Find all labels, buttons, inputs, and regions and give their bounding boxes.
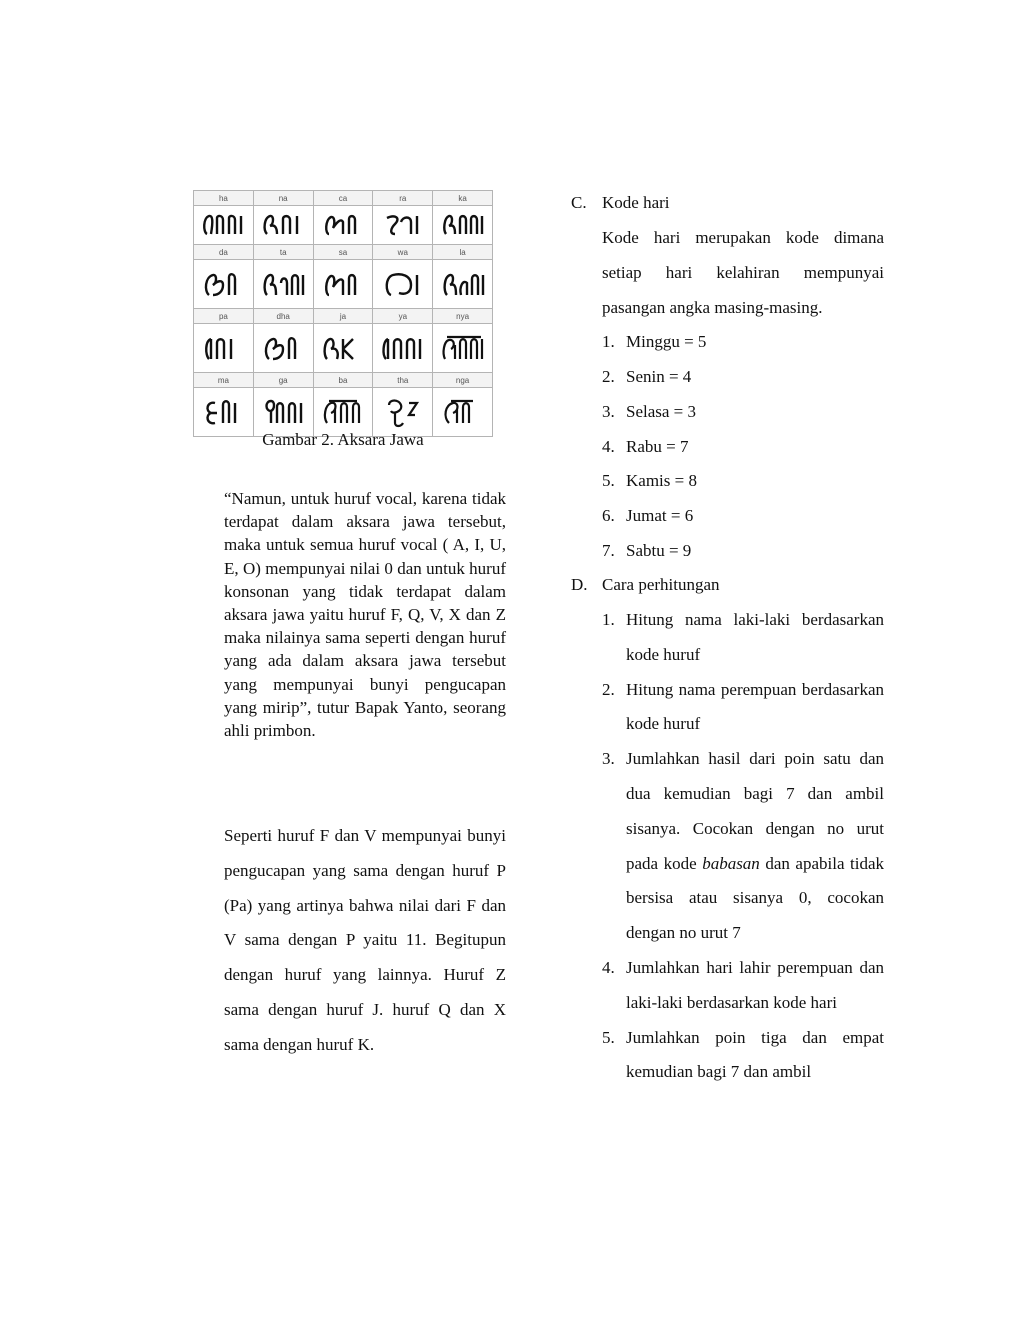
calculation-steps-list <box>602 603 884 1090</box>
list-text: Jumlahkan hasil dari poin satu dan dua kemudian bagi 7 dan ambil sisanya. Cocokan dengan no urut pada kode <box>626 749 884 873</box>
body-paragraph: Seperti huruf F dan V mempunyai bunyi pengucapan yang sama dengan huruf P (Pa) yang artinya bahwa nilai dari F dan V sama dengan P yaitu 11. Begitupun dengan huruf yang lainnya. Huruf Z sama dengan huruf J. huruf Q dan X sama dengan huruf K. <box>224 826 506 1054</box>
list-number: 1. <box>602 332 615 352</box>
list-item <box>602 673 884 743</box>
emphasized-term: babasan <box>702 853 760 873</box>
quote-paragraph: “Namun, untuk huruf vocal, karena tidak terdapat dalam aksara jawa tersebut, maka untuk semua huruf vocal ( A, I, U, E, O) mempunyai nilai 0 dan untuk huruf konsonan yang tidak terdapat dalam aksara jawa yaitu huruf F, Q, V, X dan Z maka nilainya sama seperti dengan huruf yang ada dalam aksara jawa tersebut yang mempunyai bunyi pengucapan yang mirip”, tutur Bapak Yanto, seorang ahli primbon. <box>224 489 506 741</box>
latin-cell: ra <box>373 191 433 206</box>
list-text: Jumlahkan hari lahir perempuan dan laki-laki berdasarkan kode hari <box>626 958 884 1012</box>
latin-cell: ja <box>313 309 373 324</box>
list-item <box>602 499 884 534</box>
list-item <box>602 742 884 951</box>
list-text: Hitung nama laki-laki berdasarkan kode huruf <box>626 610 884 664</box>
latin-row <box>194 191 493 206</box>
latin-cell: nya <box>433 309 493 324</box>
javanese-glyph-na <box>253 206 313 245</box>
latin-row <box>194 309 493 324</box>
latin-cell: dha <box>253 309 313 324</box>
latin-cell: nga <box>433 373 493 388</box>
list-item <box>602 360 884 395</box>
list-item <box>602 603 884 673</box>
javanese-glyph-ra <box>373 206 433 245</box>
latin-cell: wa <box>373 245 433 260</box>
list-text: Jumlahkan poin tiga dan empat kemudian bagi 7 dan ambil <box>626 1027 884 1082</box>
javanese-glyph-dha <box>253 324 313 373</box>
list-item <box>602 325 884 360</box>
list-number: 1. <box>602 610 615 630</box>
section-c-description: Kode hari merupakan kode dimana setiap hari kelahiran mempunyai pasangan angka masing-masing. <box>602 227 884 317</box>
list-text: Hitung nama perempuan berdasarkan kode huruf <box>626 679 884 734</box>
javanese-glyph-ta <box>253 260 313 309</box>
right-column <box>571 186 884 1090</box>
day-code-list <box>602 325 884 568</box>
glyph-row <box>194 206 493 245</box>
list-text: Minggu = 5 <box>626 332 707 352</box>
list-item <box>602 395 884 430</box>
list-number: 3. <box>602 749 615 769</box>
list-number: 4. <box>602 436 615 456</box>
latin-cell: ha <box>194 191 254 206</box>
javanese-glyph-sa <box>313 260 373 309</box>
latin-cell: la <box>433 245 493 260</box>
latin-cell: ca <box>313 191 373 206</box>
javanese-glyph-ja <box>313 324 373 373</box>
latin-cell: sa <box>313 245 373 260</box>
latin-cell: ba <box>313 373 373 388</box>
latin-cell: ya <box>373 309 433 324</box>
latin-cell: ga <box>253 373 313 388</box>
section-d-heading <box>571 568 884 603</box>
list-text: dan apabila tidak bersisa atau sisanya 0, cocokan dengan no urut 7 <box>626 853 884 943</box>
section-title: Cara perhitungan <box>602 575 720 595</box>
list-text: Selasa = 3 <box>626 401 697 421</box>
javanese-glyph-ca <box>313 206 373 245</box>
list-text: Jumat = 6 <box>626 505 694 525</box>
latin-cell: tha <box>373 373 433 388</box>
figure-caption: Gambar 2. Aksara Jawa <box>262 430 424 449</box>
list-item <box>602 464 884 499</box>
list-number: 5. <box>602 471 615 491</box>
javanese-glyph-ya <box>373 324 433 373</box>
latin-cell: na <box>253 191 313 206</box>
section-letter: C. <box>571 193 587 212</box>
javanese-glyph-pa <box>194 324 254 373</box>
glyph-row <box>194 324 493 373</box>
list-item <box>602 1021 884 1091</box>
list-number: 2. <box>602 367 615 387</box>
list-number: 7. <box>602 540 615 560</box>
list-number: 6. <box>602 505 615 525</box>
list-text: Senin = 4 <box>626 367 692 387</box>
list-item <box>602 534 884 569</box>
latin-cell: ma <box>194 373 254 388</box>
list-text: Sabtu = 9 <box>626 540 692 560</box>
latin-cell: ta <box>253 245 313 260</box>
latin-row <box>194 373 493 388</box>
javanese-glyph-da <box>194 260 254 309</box>
list-number: 5. <box>602 1027 615 1047</box>
latin-cell: ka <box>433 191 493 206</box>
section-c-heading <box>571 186 884 221</box>
latin-cell: pa <box>194 309 254 324</box>
latin-cell: da <box>194 245 254 260</box>
list-number: 2. <box>602 679 615 699</box>
list-text: Rabu = 7 <box>626 436 689 456</box>
section-letter: D. <box>571 575 588 595</box>
list-number: 4. <box>602 958 615 978</box>
list-item <box>602 951 884 1021</box>
javanese-glyph-nya <box>433 324 493 373</box>
javanese-glyph-wa <box>373 260 433 309</box>
list-item <box>602 430 884 465</box>
aksara-jawa-figure <box>193 190 493 437</box>
javanese-glyph-ka <box>433 206 493 245</box>
latin-row <box>194 245 493 260</box>
glyph-row <box>194 260 493 309</box>
list-number: 3. <box>602 401 615 421</box>
javanese-glyph-ha <box>194 206 254 245</box>
section-title: Kode hari <box>602 193 670 212</box>
aksara-jawa-table <box>193 190 493 437</box>
javanese-glyph-la <box>433 260 493 309</box>
list-text: Kamis = 8 <box>626 471 697 491</box>
